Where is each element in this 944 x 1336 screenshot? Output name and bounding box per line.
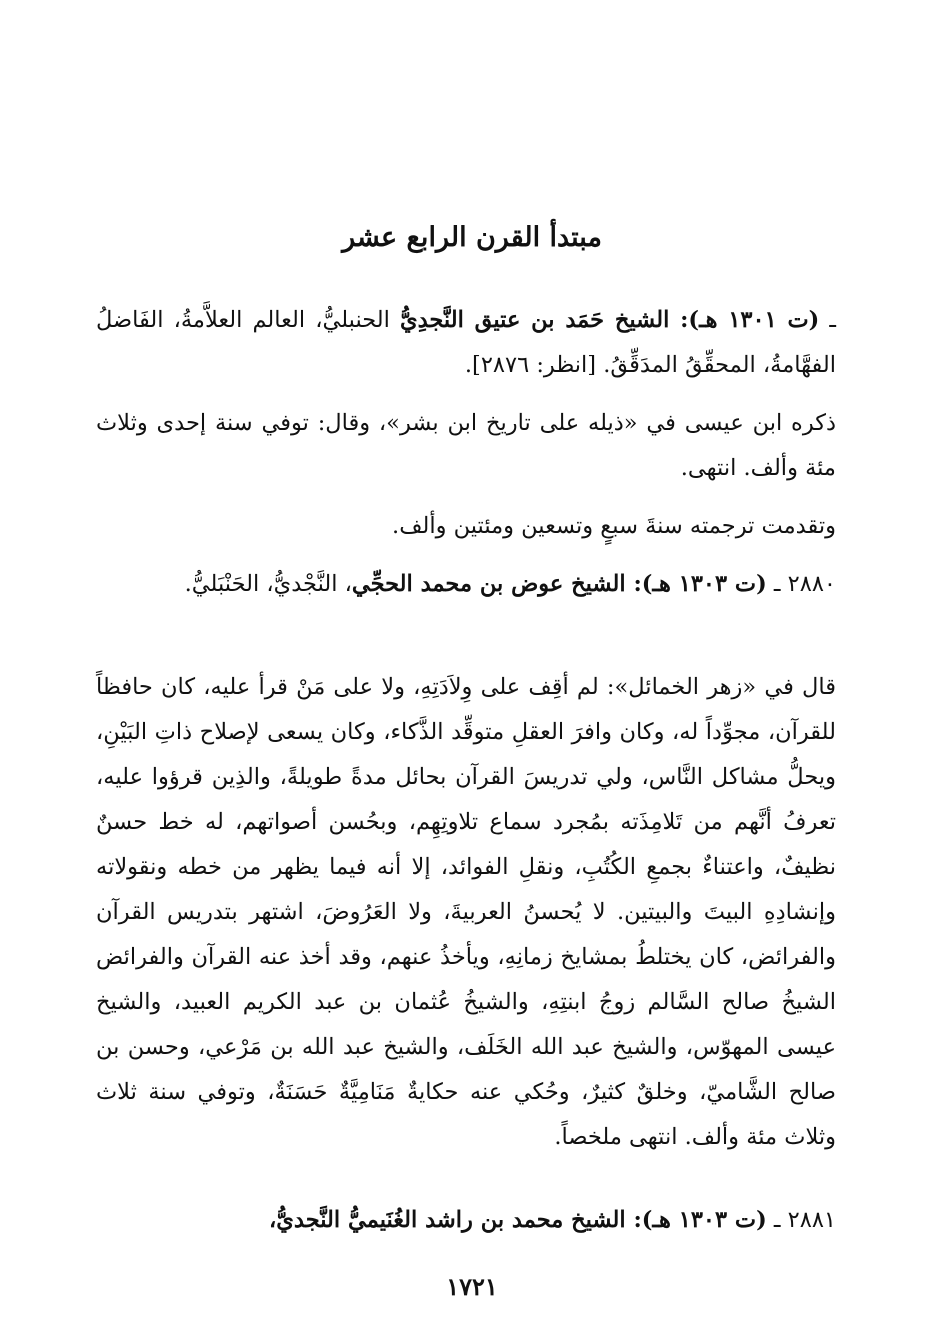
entry-number: ٢٨٨٠ ـ (766, 571, 836, 597)
entry-2881 (96, 1198, 836, 1243)
paragraph-text: قال في «زهر الخمائل»: لم أقِف على وِلاَدَتِهِ، ولا على مَنْ قرأ عليه، كان حافظاً للقرآن، مجوِّداً له، وكان وافرَ العقلِ متوقِّد الذَّكاء، وكان يسعى لإصلاح ذاتِ البَيْنِ، ويحلُّ مشاكل النَّاس، ولي تدريسَ القرآن بحائل مدةً طويلةً، والذِين قرؤوا عليه، تعرفُ أنَّهم من تَلامِذَته بمُجرد سماع تلاوتِهِم، وبحُسن أصواتهم، له خط حسنٌ نظيفٌ، واعتناءٌ بجمعِ الكُتُبِ، ونقلِ الفوائد، إلا أنه فيما يظهر من خطه ونقولاته وإنشادِهِ البيتَ والبيتين. لا يُحسنُ العربيةَ، ولا العَرُوضَ، اشتهر بتدريس القرآن والفرائض، كان يختلطُ بمشايخ زمانِهِ، ويأخذُ عنهم، وقد أخذ عنه القرآن والفرائض الشيخُ صالح السَّالم زوجُ ابنتِهِ، والشيخُ عُثمان بن عبد الكريم العبيد، والشيخ عيسى المهوّس، والشيخ عبد الله الخَلَف، والشيخ عبد الله بن مَرْعي، وحسن بن صالح الشَّاميّ، وخلقٌ كثيرٌ، وحُكي عنه حكايةٌ مَنَامِيَّةٌ حَسَنَةٌ، وتوفي سنة ثلاث وثلاث مئة وألف. انتهى ملخصاً. (96, 674, 836, 1150)
paragraph-cross-reference (96, 504, 836, 549)
entry-description: ، النَّجْديُّ، الحَنْبَليُّ. (184, 571, 352, 597)
entry-death-date: (ت ١٣٠٣ هـ): (633, 571, 767, 597)
paragraph-text: وتقدمت ترجمته سنةَ سبعٍ وتسعين ومئتين وألف. (392, 513, 836, 539)
section-title: مبتدأ القرن الرابع عشر (342, 222, 602, 253)
entry-death-date: (ت ١٣٠١ هـ): (680, 307, 820, 333)
paragraph-ibn-isa-note (96, 401, 836, 491)
paragraph-text: ذكره ابن عيسى في «ذيله على تاريخ ابن بشر»، وقال: توفي سنة إحدى وثلاث مئة وألف. انتهى. (96, 410, 836, 481)
entry-description: الحنبليُّ، العالم العلاَّمةُ، الفَاضلُ الفهَّامةُ، المحقِّقُ المدَقِّقُ. [انظر: ٢٨٧٦]. (96, 307, 836, 378)
page-number: ١٧٢١ (446, 1272, 498, 1301)
entry-name: الشيخ عوض بن محمد الحجِّي (351, 571, 634, 597)
entry-name: الشيخ محمد بن راشد الغُنَيميُّ النَّجديُّ، (269, 1207, 634, 1233)
entry-hamad-bin-atiq (96, 298, 836, 388)
entry-death-date: (ت ١٣٠٣ هـ): (633, 1207, 767, 1233)
paragraph-zahr-al-khamail (96, 665, 836, 1160)
entry-2880 (96, 562, 836, 607)
entry-name: الشيخ حَمَد بن عتيق النَّجدِيُّ (399, 307, 681, 333)
entry-prefix: ـ (819, 307, 836, 333)
entry-number: ٢٨٨١ ـ (766, 1207, 836, 1233)
